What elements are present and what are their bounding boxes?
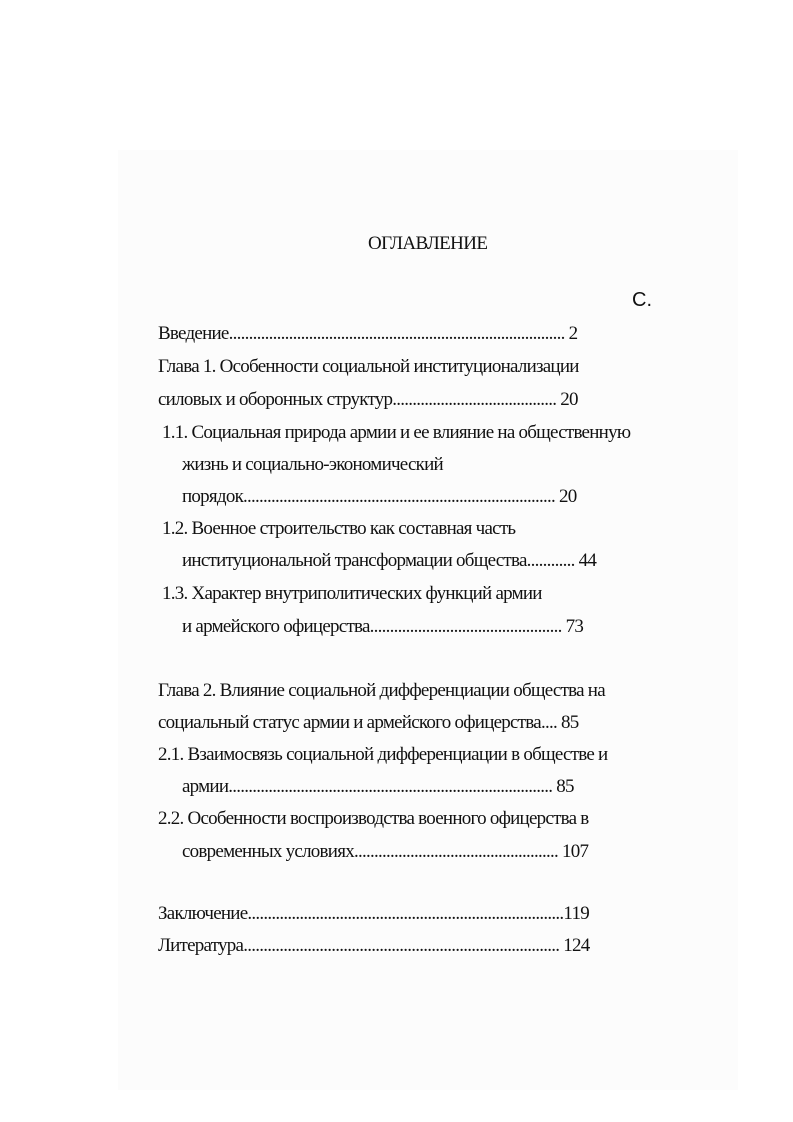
toc-entry-introduction: Введение.................................................................................... 2 [158,323,578,344]
toc-entry-conclusion: Заключение...............................................................................119 [158,903,589,924]
toc-entry-literature: Литература............................................................................... 124 [158,935,590,956]
toc-entry-section-2-2-cont: современных условиях................................................... 107 [182,841,589,862]
toc-entry-section-1-2: 1.2. Военное строительство как составная часть [162,518,516,539]
toc-entry-section-1-3-cont: и армейского офицерства................................................ 73 [182,616,584,637]
toc-title: ОГЛАВЛЕНИЕ [368,233,488,254]
toc-entry-section-2-2: 2.2. Особенности воспроизводства военного офицерства в [158,808,589,829]
toc-entry-chapter-1: Глава 1. Особенности социальной институционализации [158,356,579,377]
toc-entry-chapter-2-cont: социальный статус армии и армейского офицерства.... 85 [158,712,579,733]
toc-entry-section-1-1-cont: порядок.............................................................................. 20 [182,486,577,507]
toc-entry-section-2-1-cont: армии................................................................................. 85 [182,776,574,797]
toc-entry-section-1-1-cont: жизнь и социально-экономический [182,454,443,475]
toc-entry-section-1-1: 1.1. Социальная природа армии и ее влияние на общественную [162,422,631,443]
toc-entry-section-2-1: 2.1. Взаимосвязь социальной дифференциации в обществе и [158,744,608,765]
toc-entry-section-1-2-cont: институциональной трансформации общества............ 44 [182,550,597,571]
page-column-label: С. [632,289,652,311]
toc-entry-section-1-3: 1.3. Характер внутриполитических функций армии [162,583,542,604]
toc-entry-chapter-1-cont: силовых и оборонных структур......................................... 20 [158,389,578,410]
toc-entry-chapter-2: Глава 2. Влияние социальной дифференциации общества на [158,680,605,701]
